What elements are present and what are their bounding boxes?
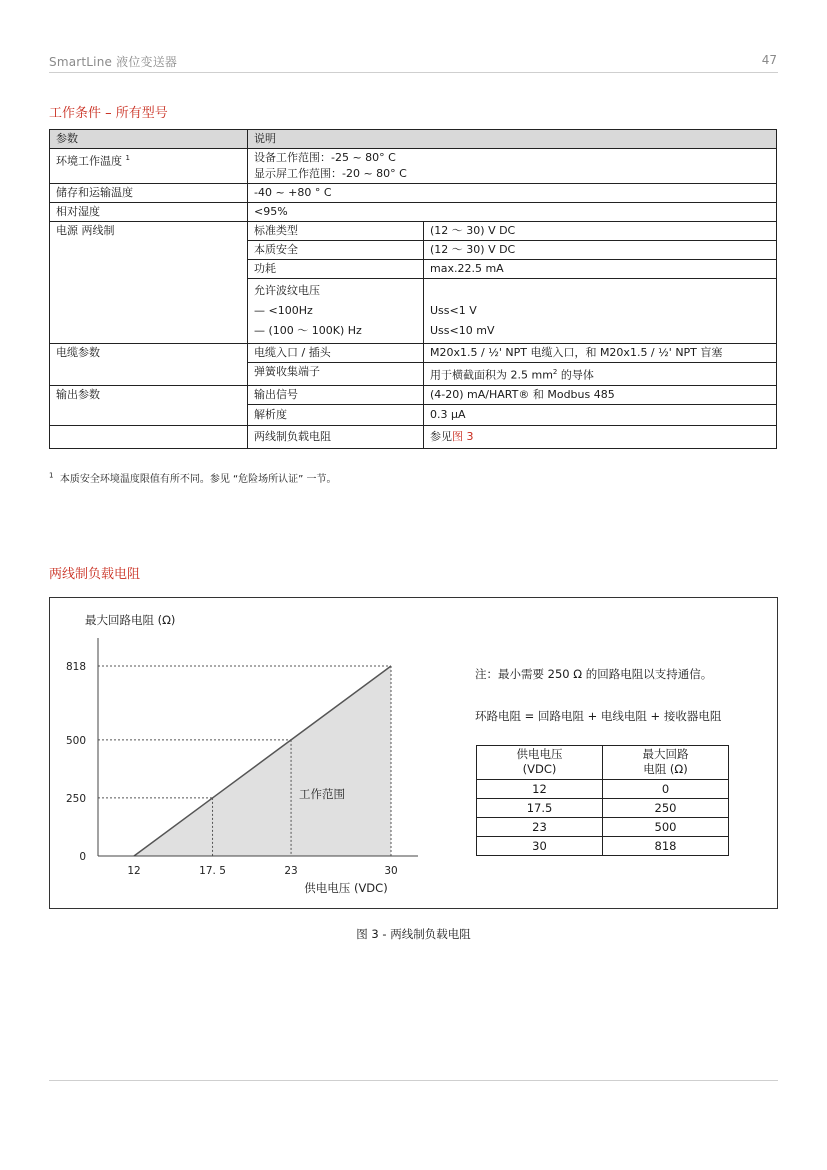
x-tick-label: 12 — [127, 865, 141, 877]
y-axis-label: 最大回路电阻 (Ω) — [85, 613, 176, 627]
resolution-label: 解析度 — [248, 404, 424, 425]
section-title-operating-conditions: 工作条件 – 所有型号 — [49, 106, 168, 121]
operating-range-label: 工作范围 — [299, 787, 345, 801]
row-humidity-label: 相对湿度 — [50, 203, 248, 222]
y-tick-label: 0 — [79, 851, 86, 863]
y-tick-label: 500 — [65, 734, 86, 747]
row-output-blank-2 — [50, 425, 248, 448]
y-tick-label: 818 — [65, 661, 86, 673]
figure-caption: 图 3 - 两线制负载电阻 — [356, 927, 471, 941]
table-row: 17.5 250 — [477, 799, 729, 818]
row-ambient-temp-value: 设备工作范围：-25 ~ 80° C 显示屏工作范围：-20 ~ 80° C — [248, 149, 777, 184]
row-output-label: 输出参数 — [50, 385, 248, 404]
output-signal-value: (4-20) mA/HART® 和 Modbus 485 — [424, 385, 777, 404]
row-storage-label: 储存和运输温度 — [50, 184, 248, 203]
operating-conditions-table — [49, 129, 777, 449]
row-storage-value: -40 ~ +80 ° C — [248, 184, 777, 203]
row-power-label: 电源 两线制 — [50, 222, 248, 344]
header-desc: 说明 — [248, 130, 777, 149]
ripple-1-value: Uss<1 V — [430, 304, 477, 317]
ripple-cell-labels — [248, 279, 424, 344]
y-tick-label: 250 — [65, 792, 86, 805]
spring-terminal-value: 用于横截面积为 2.5 $mm^2$ 的导体 — [424, 363, 777, 386]
cable-entry-label: 电缆入口 / 插头 — [248, 344, 424, 363]
ripple-label: 允许波纹电压 — [254, 284, 320, 297]
spring-terminal-label: 弹簧收集端子 — [248, 363, 424, 386]
footer-divider — [49, 1080, 778, 1081]
note-min-resistance: 注：最小需要 250 Ω 的回路电阻以支持通信。 — [475, 667, 713, 681]
table-row: 23 500 — [477, 818, 729, 837]
voltage-resistance-table — [476, 745, 729, 856]
power-is-value: (12 ～ 30) V DC — [424, 241, 777, 260]
ripple-cell-values — [424, 279, 777, 344]
table-row: 30 818 — [477, 837, 729, 856]
header-divider — [49, 72, 778, 73]
page-number: 47 — [761, 53, 777, 67]
row-cable-label: 电缆参数 — [50, 344, 248, 386]
power-std-value: (12 ～ 30) V DC — [424, 222, 777, 241]
ripple-1-label: — <100Hz — [254, 304, 313, 317]
figure-box — [49, 597, 778, 909]
power-std-label: 标准类型 — [248, 222, 424, 241]
mini-header-voltage: 供电电压 (VDC) — [477, 746, 603, 780]
row-humidity-value: <95% — [248, 203, 777, 222]
load-resistance-value: 参见图 3 — [424, 425, 777, 448]
section-title-load-resistance: 两线制负载电阻 — [49, 567, 141, 582]
ripple-2-value: Uss<10 mV — [430, 324, 495, 337]
ripple-2-label: — (100 ～ 100K) Hz — [254, 324, 362, 337]
figure-3-link[interactable]: 图 3 — [452, 429, 474, 443]
row-output-blank-1 — [50, 404, 248, 425]
x-tick-label: 30 — [384, 865, 398, 877]
table-row: 12 0 — [477, 780, 729, 799]
x-tick-label: 23 — [284, 865, 298, 877]
load-resistance-label: 两线制负载电阻 — [248, 425, 424, 448]
power-consumption-value: max.22.5 mA — [424, 260, 777, 279]
cable-entry-value: M20x1.5 / ½' NPT 电缆入口，和 M20x1.5 / ½' NPT 盲塞 — [424, 344, 777, 363]
output-signal-label: 输出信号 — [248, 385, 424, 404]
row-ambient-temp-label: 环境工作温度 $^1$ — [50, 149, 248, 184]
resolution-value: 0.3 µA — [424, 404, 777, 425]
power-is-label: 本质安全 — [248, 241, 424, 260]
header-title: SmartLine 液位变送器 — [49, 55, 178, 69]
header-param: 参数 — [50, 130, 248, 149]
footnote: $^1$ 本质安全环境温度限值有所不同。参见 “危险场所认证” 一节。 — [49, 471, 337, 485]
power-consumption-label: 功耗 — [248, 260, 424, 279]
mini-header-resistance: 最大回路 电阻 (Ω) — [603, 746, 729, 780]
note-loop-resistance: 环路电阻 = 回路电阻 + 电线电阻 + 接收器电阻 — [475, 709, 722, 723]
x-tick-label: 17. 5 — [199, 865, 226, 877]
x-axis-label: 供电电压 (VDC) — [304, 881, 388, 895]
